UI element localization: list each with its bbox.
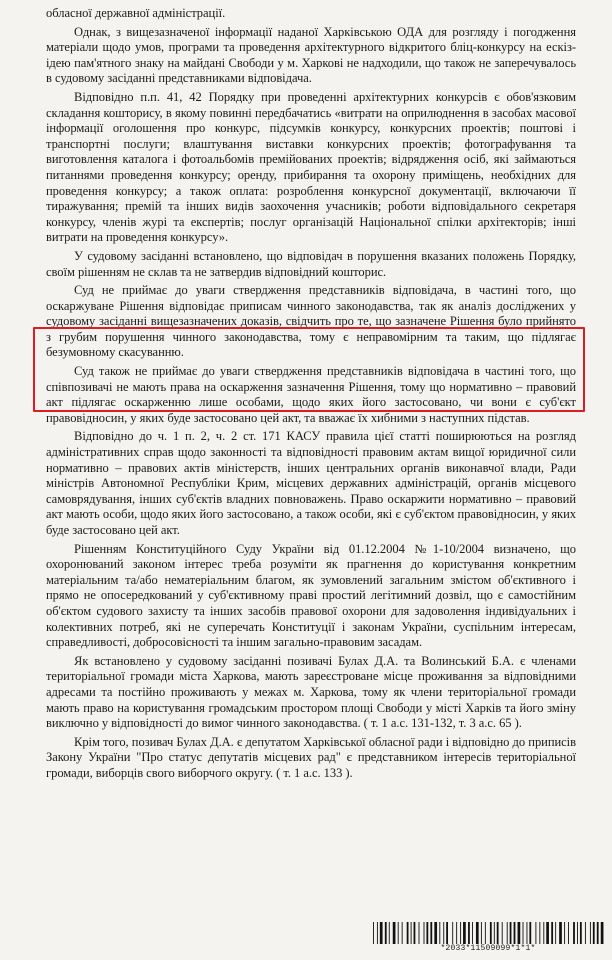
- paragraph-5-highlighted: Суд не приймає до уваги ствердження представників відповідача, в частині того, що оскаржуване Рішення відповідає приписам чинного законодавства, так як аналіз досліджених у судовому засіданні вищезазначених доказів, свідчить про те, що зазначене Рішення було прийнято з грубим порушення чинного законодавства, тому є неправомірним та таким, що підлягає безумовному скасуванню.: [46, 283, 576, 360]
- barcode-bar: [385, 922, 387, 944]
- paragraph-2: Однак, з вищезазначеної інформації наданої Харківською ОДА для розгляду і погодження матеріали щодо умов, програми та проведення архітектурного відкритого бліц-конкурсу на ескіз-ідею пам'ятного знаку на майдані Свободи у м. Харкові не надходили, що також не заперечувалось в судовому засіданні представниками відповідача.: [46, 24, 576, 86]
- barcode-number: *2033*11509099*1*1*: [440, 944, 536, 953]
- barcode: [372, 922, 604, 956]
- barcode-bar: [481, 922, 482, 944]
- barcode-bar: [507, 922, 508, 944]
- barcode-bar: [590, 922, 591, 944]
- barcode-bar: [593, 922, 595, 944]
- barcode-bar: [573, 922, 575, 944]
- barcode-bar: [514, 922, 516, 944]
- paragraph-7: Відповідно до ч. 1 п. 2, ч. 2 ст. 171 КАСУ правила цієї статті поширюються на розгляд адміністративних справ щодо законності та відповідності правовим актам вищої юридичної сили нормативно – правових актів міністерств, інших центральних органів виконавчої влади, Ради міністрів Автономної Республіки Крим, місцевих державних адміністрацій, органів місцевого самоврядування, інших суб'єктів владних повноважень. Право оскаржити нормативно – правовий акт мають особи, щодо яких його застосовано, а також особи, які є суб'єктом правовідносин, у яких буде застосовано цей акт.: [46, 429, 576, 537]
- barcode-bar: [439, 922, 440, 944]
- barcode-bar: [502, 922, 503, 944]
- barcode-bar: [380, 922, 383, 944]
- barcode-bar: [452, 922, 453, 944]
- barcode-bar: [559, 922, 562, 944]
- paragraph-3: Відповідно п.п. 41, 42 Порядку при проведенні архітектурних конкурсів є обов'язковим складання кошторису, в якому повинні передбачатись «витрати на оприлюднення в засобах масової інформації оголошення про конкурс, підсумків конкурсу, конкурсних проектів; поштові і транспортні послуги; влаштування виставки конкурсних проектів; фотографування та виготовлення каталога і фотоальбомів премійованих проектів; відрядження осіб, які займаються питаннями проведення конкурсу; оренду, прибирання та охорону приміщень, необхідних для проведення конкурсу; а також оплата: розроблення конкурсної документації, включаючи її тиражування; премій та інших видів заохочення учасників; роботи відповідального секретаря конкурсу, членів журі та експертів; послуг організацій Національної спілки архітекторів; інші витрати на проведення конкурсу».: [46, 89, 576, 245]
- barcode-bar: [564, 922, 565, 944]
- barcode-bar: [460, 922, 461, 944]
- barcode-bar: [373, 922, 374, 944]
- paragraph-8: Рішенням Конституційного Суду України від 01.12.2004 №1-10/2004 визначено, що охоронюваний законом інтерес треба розуміти як прагнення до користування конкретним матеріальним та/або нематеріальним благом, як зумовлений загальним змістом об'єктивного і прямо не опосередкований у суб'єктивному праві простий легітимний дозвіл, що є самостійним об'єктом судового захисту та інших засобів правової охорони для задоволення індивідуальних і колективних потреб, які не суперечать Конституції і законам України, суспільним інтересам, справедливості, добросовісності та іншим загально-правовим засадам.: [46, 541, 576, 650]
- paragraph-1: обласної державної адміністрації.: [46, 6, 226, 20]
- barcode-bar: [472, 922, 473, 944]
- barcode-bar: [546, 922, 549, 944]
- paragraph-6: Суд також не приймає до уваги ствердження представників відповідача в частині того, що співпозивачі не мають права на оскарження зазначення Рішення, тому що нормативно – правовий акт підлягає оскарженню лише особами, щодо яких його застосовано, чи вони є суб'єкт правовідносин, у яких буде застосовано цей акт, та вважає їх хибними з наступних підстав.: [46, 364, 576, 425]
- barcode-bar: [551, 922, 553, 944]
- barcode-bar: [518, 922, 521, 944]
- barcode-bar: [389, 922, 390, 944]
- barcode-bar: [535, 922, 536, 944]
- barcode-bar: [523, 922, 524, 944]
- barcode-bar: [527, 922, 528, 944]
- barcode-bar: [456, 922, 457, 944]
- barcode-bar: [577, 922, 578, 944]
- barcode-bar: [434, 922, 437, 944]
- paragraph-4: У судовому засіданні встановлено, що відповідач в порушення вказаних положень Порядку, своїм рішенням не склав та не затвердив відповідний кошторис.: [46, 248, 576, 279]
- barcode-bar: [490, 922, 492, 944]
- barcode-bar: [543, 922, 544, 944]
- barcode-bar: [580, 922, 582, 944]
- barcode-bar: [443, 922, 444, 944]
- barcode-bar: [494, 922, 495, 944]
- paragraph-9: Як встановлено у судовому засіданні позивачі Булах Д.А. та Волинський Б.А. є членами територіальної громади міста Харкова, мають зареєстроване місце проживання за відповідними адресами та постійно проживають у межах м. Харкова, тому як члени територіальної громади мають право на користування громадським простором площі Свободи у місті Харків та його зміну виключно у відповідності до вимог чинного законодавства. ( т. 1 а.с. 131-132, т. 3 а.с. 65 ).: [46, 653, 576, 731]
- barcode-bar: [468, 922, 470, 944]
- barcode-bar: [539, 922, 540, 944]
- barcode-bar: [497, 922, 499, 944]
- barcode-bar: [568, 922, 569, 944]
- barcode-bar: [463, 922, 466, 944]
- barcode-bar: [585, 922, 586, 944]
- barcode-bar: [555, 922, 556, 944]
- barcode-bar: [426, 922, 428, 944]
- barcode-bar: [402, 922, 403, 944]
- barcode-bar: [430, 922, 432, 944]
- barcode-bar: [377, 922, 378, 944]
- barcode-bar: [411, 922, 412, 944]
- barcode-bar: [510, 922, 512, 944]
- barcode-bar: [393, 922, 396, 944]
- barcode-bar: [414, 922, 416, 944]
- highlight-box: [33, 327, 585, 412]
- barcode-bar: [597, 922, 599, 944]
- barcode-bar: [529, 922, 531, 944]
- barcode-bar: [407, 922, 409, 944]
- barcode-bar: [419, 922, 420, 944]
- barcode-bar: [424, 922, 425, 944]
- barcode-bar: [446, 922, 448, 944]
- barcode-bar: [476, 922, 479, 944]
- barcode-graphic: [372, 922, 604, 944]
- barcode-bar: [485, 922, 486, 944]
- barcode-bar: [398, 922, 399, 944]
- paragraph-10: Крім того, позивач Булах Д.А. є депутатом Харківської обласної ради і відповідно до приписів Закону України "Про статус депутатів місцевих рад" є представником інтересів територіальної громади, виборців свого виборчого округу. ( т. 1 а.с. 133 ).: [46, 734, 576, 780]
- barcode-bar: [601, 922, 604, 944]
